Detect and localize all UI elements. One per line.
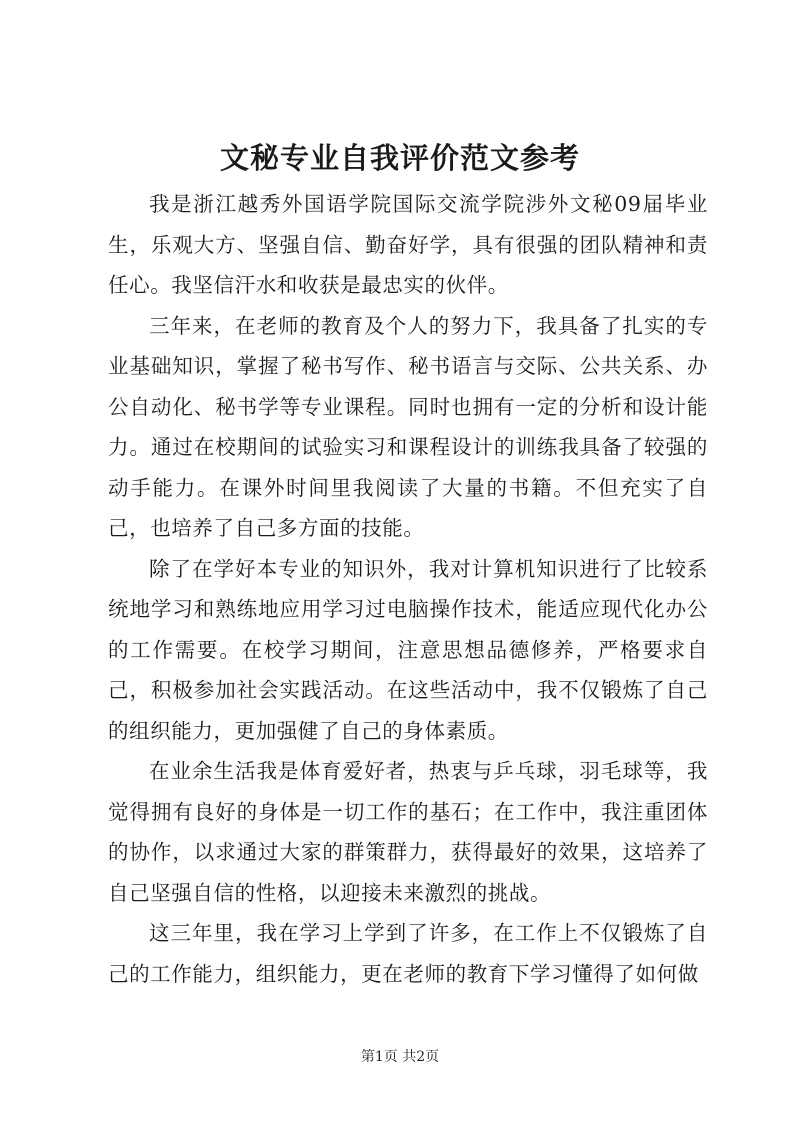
page-number-footer: 第1页 共2页	[360, 1049, 440, 1065]
paragraph-5: 这三年里，我在学习上学到了许多，在工作上不仅锻炼了自己的工作能力，组织能力，更在老师的教育下学习懂得了如何做	[108, 921, 708, 986]
paragraph-4: 在业余生活我是体育爱好者，热衷与乒乓球，羽毛球等，我觉得拥有良好的身体是一切工作的基石；在工作中，我注重团体的协作，以求通过大家的群策群力，获得最好的效果，这培养了自己坚强自信的性格，以迎接未来激烈的挑战。	[108, 759, 708, 905]
paragraph-3: 除了在学好本专业的知识外，我对计算机知识进行了比较系统地学习和熟练地应用学习过电脑操作技术，能适应现代化办公的工作需要。在校学习期间，注意思想品德修养，严格要求自己，积极参加社会实践活动。在这些活动中，我不仅锻炼了自己的组织能力，更加强健了自己的身体素质。	[108, 556, 708, 743]
paragraph-1: 我是浙江越秀外国语学院国际交流学院涉外文秘09届毕业生，乐观大方、坚强自信、勤奋好学，具有很强的团队精神和责任心。我坚信汗水和收获是最忠实的伙伴。	[108, 192, 708, 297]
document-title: 文秘专业自我评价范文参考	[219, 141, 580, 175]
document-body	[108, 184, 708, 994]
paragraph-2: 三年来，在老师的教育及个人的努力下，我具备了扎实的专业基础知识，掌握了秘书写作、秘书语言与交际、公共关系、办公自动化、秘书学等专业课程。同时也拥有一定的分析和设计能力。通过在校期间的试验实习和课程设计的训练我具备了较强的动手能力。在课外时间里我阅读了大量的书籍。不但充实了自己，也培养了自己多方面的技能。	[108, 313, 708, 540]
